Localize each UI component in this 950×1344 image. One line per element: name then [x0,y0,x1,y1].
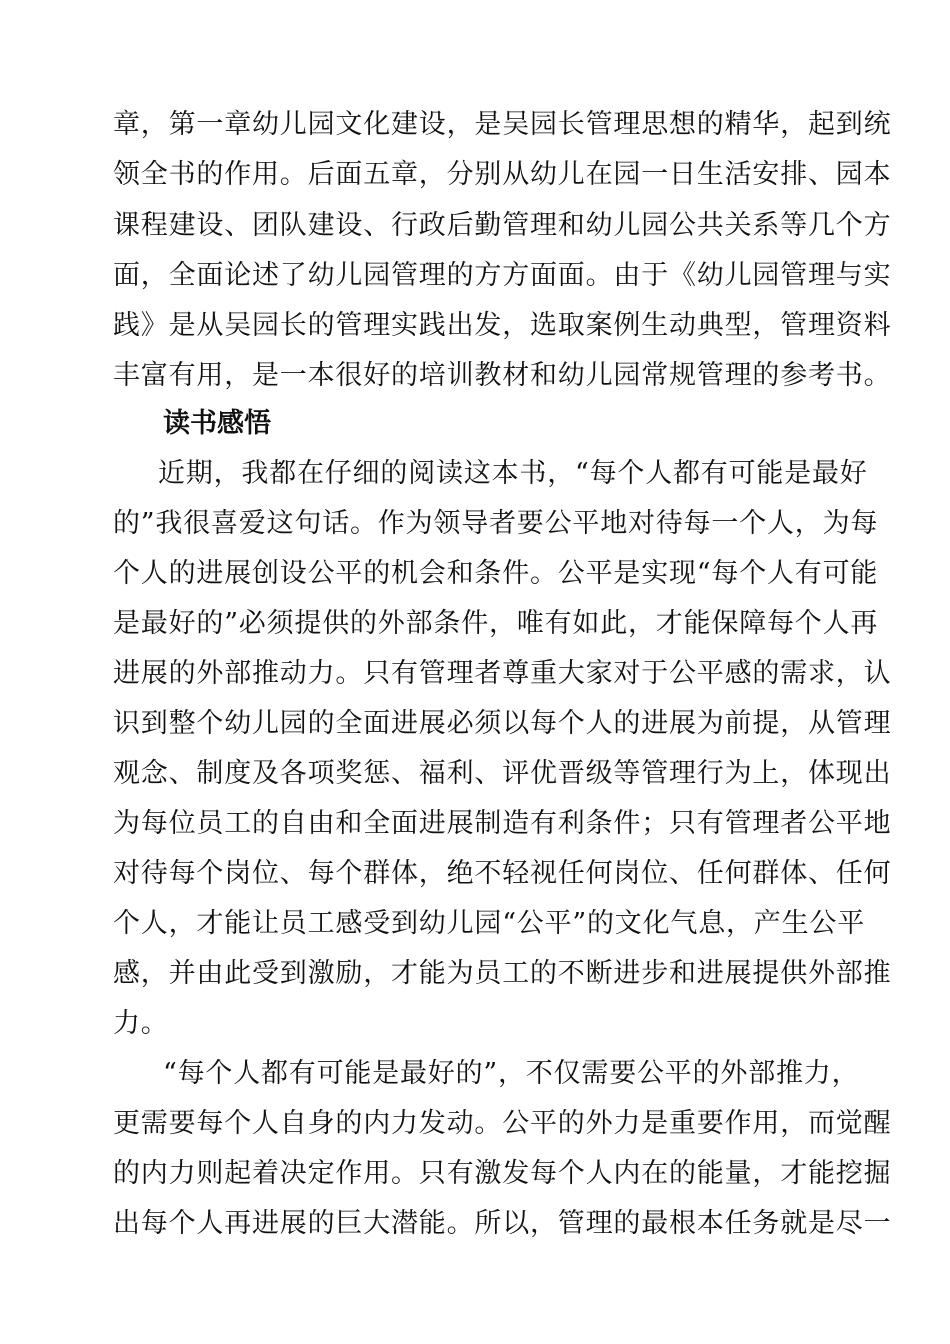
intro-line-4: 面，全面论述了幼儿园管理的方方面面。由于《幼儿园管理与实 [113,260,892,291]
paragraph1-line-9: 对待每个岗位、每个群体，绝不轻视任何岗位、任何群体、任何 [113,858,892,889]
paragraph1-line-5: 进展的外部推动力。只有管理者尊重大家对于公平感的需求，认 [113,658,892,689]
intro-line-1: 章，第一章幼儿园文化建设，是吴园长管理思想的精华，起到统 [113,109,892,140]
intro-line-5: 践》是从吴园长的管理实践出发，选取案例生动典型，管理资料 [113,310,892,341]
paragraph1-line-6: 识到整个幼儿园的全面进展必须以每个人的进展为前提，从管理 [113,708,892,739]
paragraph2-line-2: 更需要每个人自身的内力发动。公平的外力是重要作用，而觉醒 [113,1108,892,1139]
paragraph2-line-4: 出每个人再进展的巨大潜能。所以，管理的最根本任务就是尽一 [113,1208,892,1239]
paragraph2-line-3: 的内力则起着决定作用。只有激发每个人内在的能量，才能挖掘 [113,1158,892,1189]
paragraph1-line-3: 个人的进展创设公平的机会和条件。公平是实现“每个人有可能 [113,558,879,589]
paragraph1-line-11: 感，并由此受到激励，才能为员工的不断进步和进展提供外部推 [113,958,892,989]
paragraph1-line-10: 个人，才能让员工感受到幼儿园“公平”的文化气息，产生公平 [113,908,866,939]
intro-line-6: 丰富有用，是一本很好的培训教材和幼儿园常规管理的参考书。 [113,360,892,391]
intro-line-3: 课程建设、团队建设、行政后勤管理和幼儿园公共关系等几个方 [113,210,892,241]
paragraph1-line-2: 的”我很喜爱这句话。作为领导者要公平地对待每一个人，为每 [113,508,879,539]
paragraph1-line-4: 是最好的”必须提供的外部条件，唯有如此，才能保障每个人再 [113,608,879,639]
paragraph2-line-1: “每个人都有可能是最好的”，不仅需要公平的外部推力， [163,1058,860,1089]
intro-line-2: 领全书的作用。后面五章，分别从幼儿在园一日生活安排、园本 [113,159,892,190]
paragraph1-line-8: 为每位员工的自由和全面进展制造有利条件；只有管理者公平地 [113,808,892,839]
paragraph1-line-7: 观念、制度及各项奖惩、福利、评优晋级等管理行为上，体现出 [113,758,892,789]
paragraph1-line-1: 近期，我都在仔细的阅读这本书，“每个人都有可能是最好 [158,458,868,489]
paragraph1-line-12: 力。 [113,1008,169,1039]
section-heading: 读书感悟 [163,408,271,439]
